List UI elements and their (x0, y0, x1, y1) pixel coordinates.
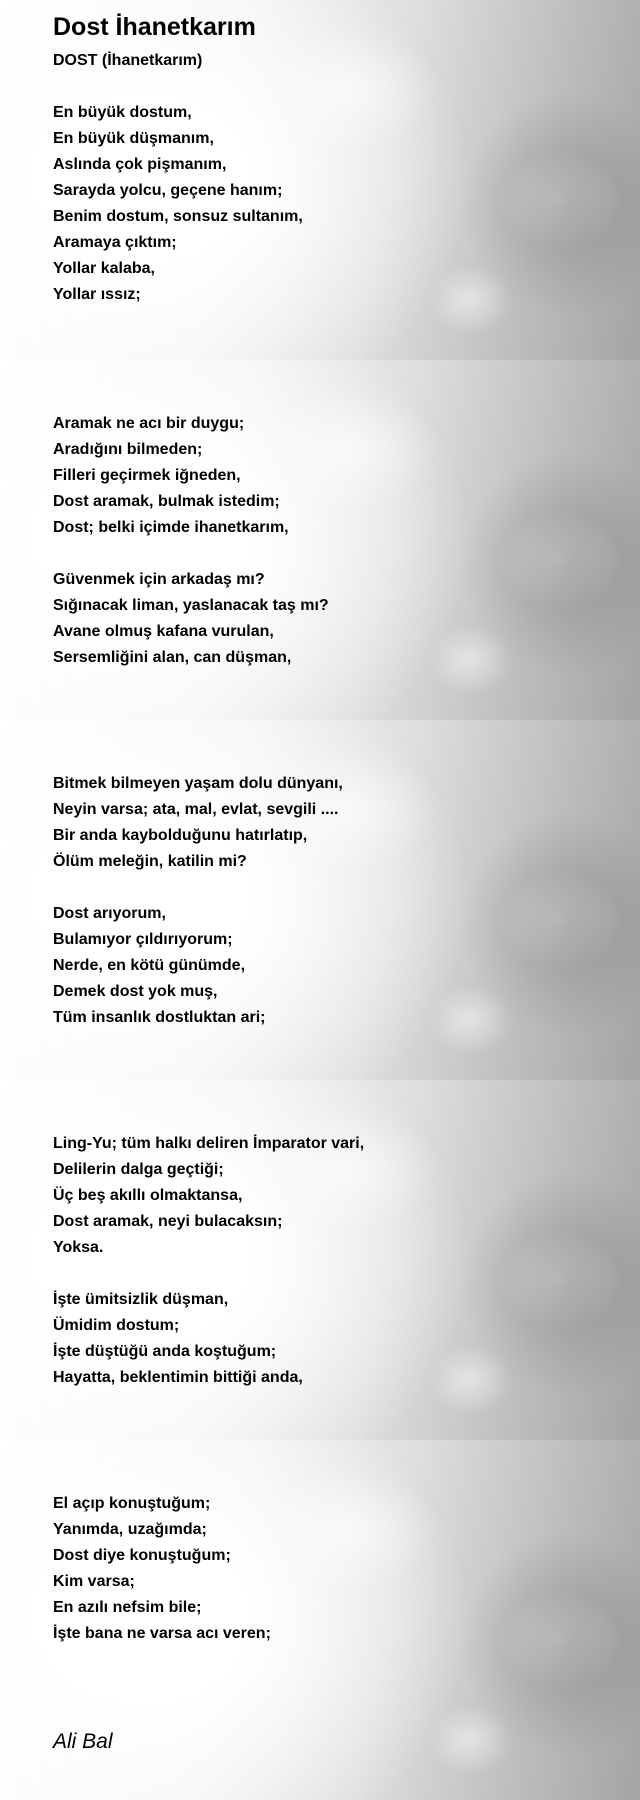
stanza (53, 567, 640, 671)
poem-line: Sarayda yolcu, geçene hanım; (53, 182, 283, 199)
poem-line: En büyük dostum, (53, 104, 192, 121)
poem-line: İşte düştüğü anda koştuğum; (53, 1343, 277, 1360)
poem-line: Ölüm meleğin, katilin mi? (53, 853, 247, 870)
poem-line: Nerde, en kötü günümde, (53, 957, 246, 974)
poem-line: Yoksa. (53, 1239, 104, 1256)
panel-content (0, 0, 640, 308)
poem-line: Dost aramak, bulmak istedim; (53, 493, 280, 510)
poem-panel-4 (0, 1080, 640, 1440)
poem-line: El açıp konuştuğum; (53, 1495, 211, 1512)
stanza (53, 901, 640, 1031)
poem-line: İşte bana ne varsa acı veren; (53, 1625, 271, 1642)
poem-line: Yollar kalaba, (53, 260, 155, 277)
stanza-gap (53, 541, 640, 567)
poem-panel-5 (0, 1440, 640, 1800)
poem-subtitle: DOST (İhanetkarım) (53, 52, 203, 69)
poem-line: Filleri geçirmek iğneden, (53, 467, 241, 484)
stanza (53, 1131, 640, 1261)
poem-line: Dost diye konuştuğum; (53, 1547, 231, 1564)
poem-line: Kim varsa; (53, 1573, 135, 1590)
poem-line: Bitmek bilmeyen yaşam dolu dünyanı, (53, 775, 343, 792)
panel-content (0, 1440, 640, 1647)
poem-line: Aramaya çıktım; (53, 234, 177, 251)
poem-line: Dost aramak, neyi bulacaksın; (53, 1213, 283, 1230)
poem-line: Ümidim dostum; (53, 1317, 180, 1334)
poem-line: Neyin varsa; ata, mal, evlat, sevgili .... (53, 801, 339, 818)
poem-line: Yanımda, uzağımda; (53, 1521, 207, 1538)
poem-line: Avane olmuş kafana vurulan, (53, 623, 274, 640)
poem-line: Aslında çok pişmanım, (53, 156, 227, 173)
poem-author: Ali Bal (53, 1730, 113, 1753)
poem-panel-2 (0, 360, 640, 720)
panel-content (0, 720, 640, 1031)
poem-panel-1 (0, 0, 640, 360)
stanza-gap (53, 875, 640, 901)
poem-line: Hayatta, beklentimin bittiği anda, (53, 1369, 303, 1386)
stanza (53, 771, 640, 875)
poem-line: En büyük düşmanım, (53, 130, 214, 147)
poem-line: Benim dostum, sonsuz sultanım, (53, 208, 303, 225)
stanza-gap (53, 74, 640, 100)
poem-line: Dost; belki içimde ihanetkarım, (53, 519, 289, 536)
poem-title: Dost İhanetkarım (53, 13, 256, 41)
stanza (53, 411, 640, 541)
stanza (53, 1287, 640, 1391)
poem-panel-3 (0, 720, 640, 1080)
poem-line: Aradığını bilmeden; (53, 441, 203, 458)
poem-line: Güvenmek için arkadaş mı? (53, 571, 265, 588)
stanza (53, 1491, 640, 1647)
stanza (53, 100, 640, 308)
poem-line: Yollar ıssız; (53, 286, 141, 303)
poem-line: Üç beş akıllı olmaktansa, (53, 1187, 243, 1204)
poem-line: En azılı nefsim bile; (53, 1599, 202, 1616)
poem-line: Sığınacak liman, yaslanacak taş mı? (53, 597, 329, 614)
poem-line: İşte ümitsizlik düşman, (53, 1291, 229, 1308)
poem-line: Bulamıyor çıldırıyorum; (53, 931, 233, 948)
poem-line: Aramak ne acı bir duygu; (53, 415, 245, 432)
panel-content (0, 360, 640, 671)
poem-line: Delilerin dalga geçtiği; (53, 1161, 224, 1178)
poem-line: Ling-Yu; tüm halkı deliren İmparator vari, (53, 1135, 365, 1152)
poem-line: Bir anda kaybolduğunu hatırlatıp, (53, 827, 308, 844)
stanza-gap (53, 1261, 640, 1287)
poem-line: Dost arıyorum, (53, 905, 166, 922)
poem-line: Sersemliğini alan, can düşman, (53, 649, 292, 666)
poem-line: Tüm insanlık dostluktan ari; (53, 1009, 266, 1026)
poem-line: Demek dost yok muş, (53, 983, 218, 1000)
panel-content (0, 1080, 640, 1391)
